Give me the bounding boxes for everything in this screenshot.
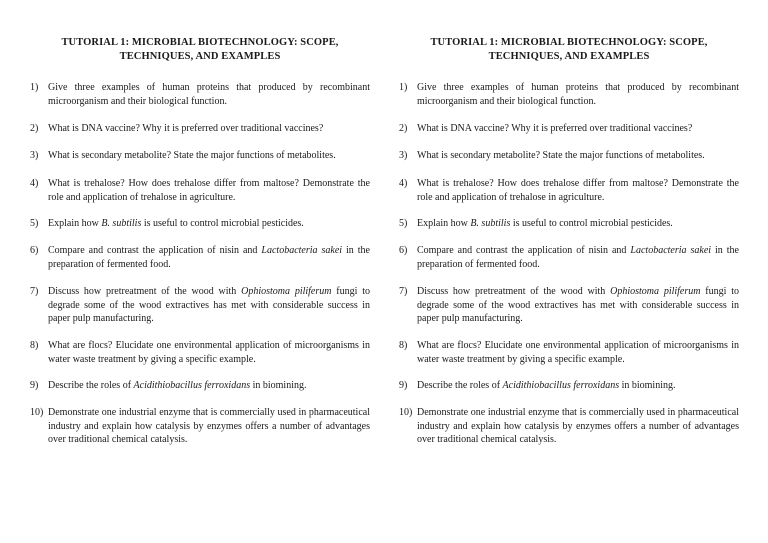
question-text: Describe the roles of Acidithiobacillus ferroxidans in biomining. xyxy=(417,380,676,391)
question-9 xyxy=(399,379,739,393)
question-6 xyxy=(30,244,370,271)
question-text: Compare and contrast the application of nisin and Lactobacteria sakei in the preparation of fermented food. xyxy=(417,245,739,270)
question-number: 2) xyxy=(30,123,39,134)
question-9 xyxy=(30,379,370,393)
question-1 xyxy=(30,81,370,108)
question-text: Explain how B. subtilis is useful to control microbial pesticides. xyxy=(48,218,304,229)
question-5 xyxy=(30,217,370,231)
question-number: 10) xyxy=(30,407,44,418)
question-3 xyxy=(399,149,739,163)
question-text: Compare and contrast the application of nisin and Lactobacteria sakei in the preparation of fermented food. xyxy=(48,245,370,270)
question-10 xyxy=(399,406,739,447)
question-3 xyxy=(30,149,370,163)
question-number: 6) xyxy=(30,245,39,256)
question-number: 3) xyxy=(30,150,39,161)
question-text: What is DNA vaccine? Why it is preferred over traditional vaccines? xyxy=(48,123,324,134)
question-number: 5) xyxy=(399,218,408,229)
question-text: Give three examples of human proteins that produced by recombinant microorganism and their biological function. xyxy=(48,82,370,107)
question-number: 8) xyxy=(399,340,408,351)
question-number: 2) xyxy=(399,123,408,134)
question-number: 3) xyxy=(399,150,408,161)
question-text: Demonstrate one industrial enzyme that is commercially used in pharmaceutical industry and explain how catalysis by enzymes offers a number of advantages over traditional chemical catalysis. xyxy=(417,407,739,446)
question-text: Discuss how pretreatment of the wood with Ophiostoma piliferum fungi to degrade some of the wood extractives has met with considerable success in paper pulp manufacturing. xyxy=(417,286,739,325)
title-line-1: TUTORIAL 1: MICROBIAL BIOTECHNOLOGY: SCOPE, xyxy=(430,37,708,48)
question-text: What is secondary metabolite? State the major functions of metabolites. xyxy=(48,150,336,161)
question-number: 9) xyxy=(399,380,408,391)
question-5 xyxy=(399,217,739,231)
question-text: What is secondary metabolite? State the major functions of metabolites. xyxy=(417,150,705,161)
question-number: 7) xyxy=(399,286,408,297)
question-text: Describe the roles of Acidithiobacillus ferroxidans in biomining. xyxy=(48,380,307,391)
question-number: 4) xyxy=(399,178,408,189)
question-4 xyxy=(399,177,739,204)
question-6 xyxy=(399,244,739,271)
question-number: 6) xyxy=(399,245,408,256)
question-number: 9) xyxy=(30,380,39,391)
question-number: 10) xyxy=(399,407,413,418)
question-2 xyxy=(30,122,370,136)
question-4 xyxy=(30,177,370,204)
question-10 xyxy=(30,406,370,447)
question-8 xyxy=(30,339,370,366)
question-2 xyxy=(399,122,739,136)
question-8 xyxy=(399,339,739,366)
question-text: Give three examples of human proteins that produced by recombinant microorganism and their biological function. xyxy=(417,82,739,107)
question-7 xyxy=(30,285,370,326)
question-text: What is DNA vaccine? Why it is preferred over traditional vaccines? xyxy=(417,123,693,134)
question-number: 1) xyxy=(30,82,39,93)
page-title xyxy=(399,36,739,64)
question-number: 1) xyxy=(399,82,408,93)
question-text: What is trehalose? How does trehalose differ from maltose? Demonstrate the role and application of trehalose in agriculture. xyxy=(48,178,370,203)
question-1 xyxy=(399,81,739,108)
page-title xyxy=(30,36,370,64)
question-text: What are flocs? Elucidate one environmental application of microorganisms in water waste treatment by giving a specific example. xyxy=(417,340,739,365)
question-number: 7) xyxy=(30,286,39,297)
question-number: 4) xyxy=(30,178,39,189)
question-number: 5) xyxy=(30,218,39,229)
question-text: What are flocs? Elucidate one environmental application of microorganisms in water waste treatment by giving a specific example. xyxy=(48,340,370,365)
question-number: 8) xyxy=(30,340,39,351)
question-text: Discuss how pretreatment of the wood with Ophiostoma piliferum fungi to degrade some of the wood extractives has met with considerable success in paper pulp manufacturing. xyxy=(48,286,370,325)
title-line-2: TECHNIQUES, AND EXAMPLES xyxy=(488,51,650,62)
title-line-2: TECHNIQUES, AND EXAMPLES xyxy=(119,51,281,62)
question-text: What is trehalose? How does trehalose differ from maltose? Demonstrate the role and application of trehalose in agriculture. xyxy=(417,178,739,203)
question-text: Explain how B. subtilis is useful to control microbial pesticides. xyxy=(417,218,673,229)
question-7 xyxy=(399,285,739,326)
title-line-1: TUTORIAL 1: MICROBIAL BIOTECHNOLOGY: SCOPE, xyxy=(61,37,339,48)
question-text: Demonstrate one industrial enzyme that is commercially used in pharmaceutical industry and explain how catalysis by enzymes offers a number of advantages over traditional chemical catalysis. xyxy=(48,407,370,446)
